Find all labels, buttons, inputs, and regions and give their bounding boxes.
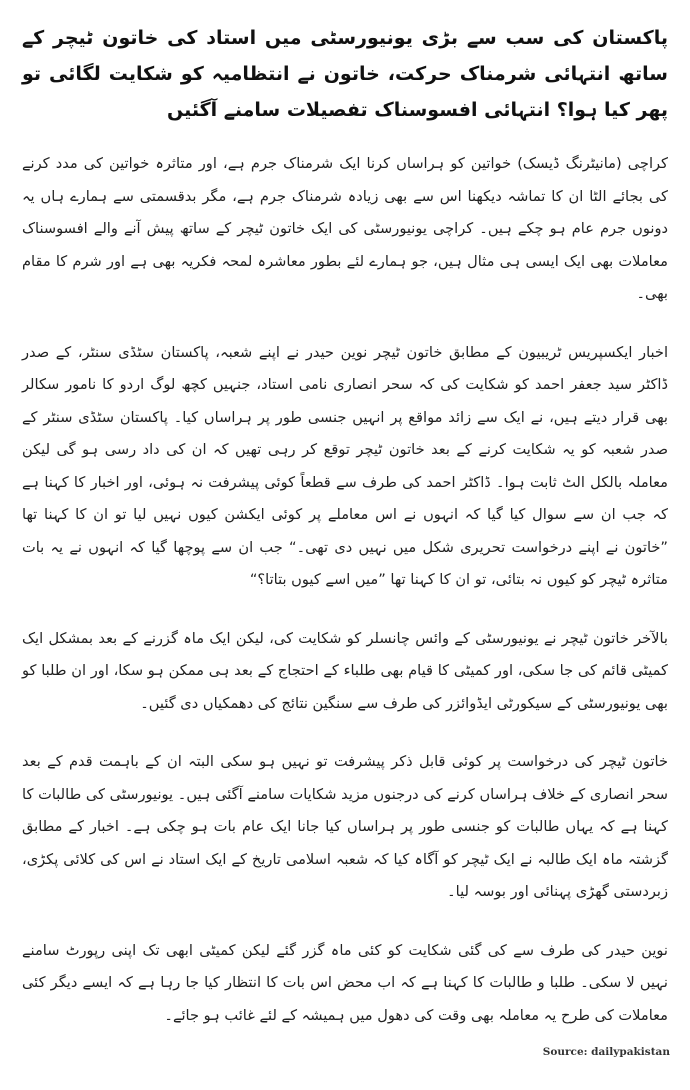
article-headline: پاکستان کی سب سے بڑی یونیورسٹی میں استاد کی خاتون ٹیچر کے ساتھ انتہائی شرمناک حرکت، خاتون نے انتظامیہ کو شکایت لگائی تو پھر کیا ہوا؟ انتہائی افسوسناک تفصیلات سامنے آگئیں [22, 27, 668, 121]
article [22, 20, 668, 1058]
article-paragraph: کراچی (مانیٹرنگ ڈیسک) خواتین کو ہراساں کرنا ایک شرمناک جرم ہے، اور متاثرہ خواتین کی مدد کرنے کی بجائے الٹا ان کا تماشہ دیکھنا اس سے بھی زیادہ شرمناک جرم ہے، مگر بدقسمتی سے ہمارے ہاں یہ دونوں جرم عام ہو چکے ہیں۔ کراچی یونیورسٹی کی ایک خاتون ٹیچر کے ساتھ پیش آنے والے افسوسناک معاملات بھی ایک ایسی ہی مثال ہیں، جو ہمارے لئے بطور معاشرہ لمحہ فکریہ بھی ہے اور شرم کا مقام بھی۔ [22, 155, 668, 302]
article-paragraph: خاتون ٹیچر کی درخواست پر کوئی قابل ذکر پیشرفت تو نہیں ہو سکی البتہ ان کے باہمت قدم کے بعد سحر انصاری کے خلاف ہراساں کرنے کی درجنوں مزید شکایات سامنے آگئی ہیں۔ یونیورسٹی کی طالبات کا کہنا ہے کہ یہاں طالبات کو جنسی طور پر ہراساں کیا جانا ایک عام بات ہو چکی ہے۔ اخبار کے مطابق گزشتہ ماہ ایک طالبہ نے ایک ٹیچر کو آگاہ کیا کہ شعبہ اسلامی تاریخ کے ایک استاد نے اس کی کلائی پکڑی، زبردستی گھڑی پہنائی اور بوسہ لیا۔ [22, 753, 668, 900]
source-credit: Source: dailypakistan [542, 1046, 670, 1058]
article-paragraph: اخبار ایکسپریس ٹریبیون کے مطابق خاتون ٹیچر نوین حیدر نے اپنے شعبہ، پاکستان سٹڈی سنٹر، کے صدر ڈاکٹر سید جعفر احمد کو شکایت کی کہ سحر انصاری نامی استاد، جنہیں کچھ لوگ اردو کا نامور سکالر بھی قرار دیتے ہیں، نے ایک سے زائد مواقع پر انہیں جنسی طور پر ہراساں کیا۔ پاکستان سٹڈی سنٹر کے صدر شعبہ کو یہ شکایت کرنے کے بعد خاتون ٹیچر توقع کر رہی تھیں کہ ان کی داد رسی ہو گی لیکن معاملہ بالکل الٹ ثابت ہوا۔ ڈاکٹر احمد کی طرف سے قطعاً کوئی پیشرفت نہ ہوئی، اور اخبار کا کہنا ہے کہ جب ان سے سوال کیا گیا کہ انہوں نے اس معاملے پر کوئی ایکشن کیوں نہیں لیا تو ان کا کہنا تھا ”خاتون نے اپنے درخواست تحریری شکل میں نہیں دی تھی۔“ جب ان سے پوچھا گیا کہ انہوں نے یہ بات متاثرہ ٹیچر کو کیوں نہ بتائی، تو ان کا کہنا تھا ”میں اسے کیوں بتاتا؟“ [22, 343, 668, 588]
article-paragraph: بالآخر خاتون ٹیچر نے یونیورسٹی کے وائس چانسلر کو شکایت کی، لیکن ایک ماہ گزرنے کے بعد بمشکل ایک کمیٹی قائم کی جا سکی، اور کمیٹی کا قیام بھی طلباء کے احتجاج کے بعد ہی ممکن ہو سکا، اور ان طلبا کو بھی یونیورسٹی کے سیکورٹی ایڈوائزر کی طرف سے سنگین نتائج کی دھمکیاں دی گئیں۔ [22, 629, 668, 712]
article-paragraph: نوین حیدر کی طرف سے کی گئی شکایت کو کئی ماہ گزر گئے لیکن کمیٹی ابھی تک اپنی رپورٹ سامنے نہیں لا سکی۔ طلبا و طالبات کا کہنا ہے کہ اب محض اس بات کا انتظار کیا جا رہا ہے کہ ایسے دیگر کئی معاملات کی طرح یہ معاملہ بھی وقت کی دھول میں ہمیشہ کے لئے غائب ہو جائے۔ [22, 941, 668, 1024]
